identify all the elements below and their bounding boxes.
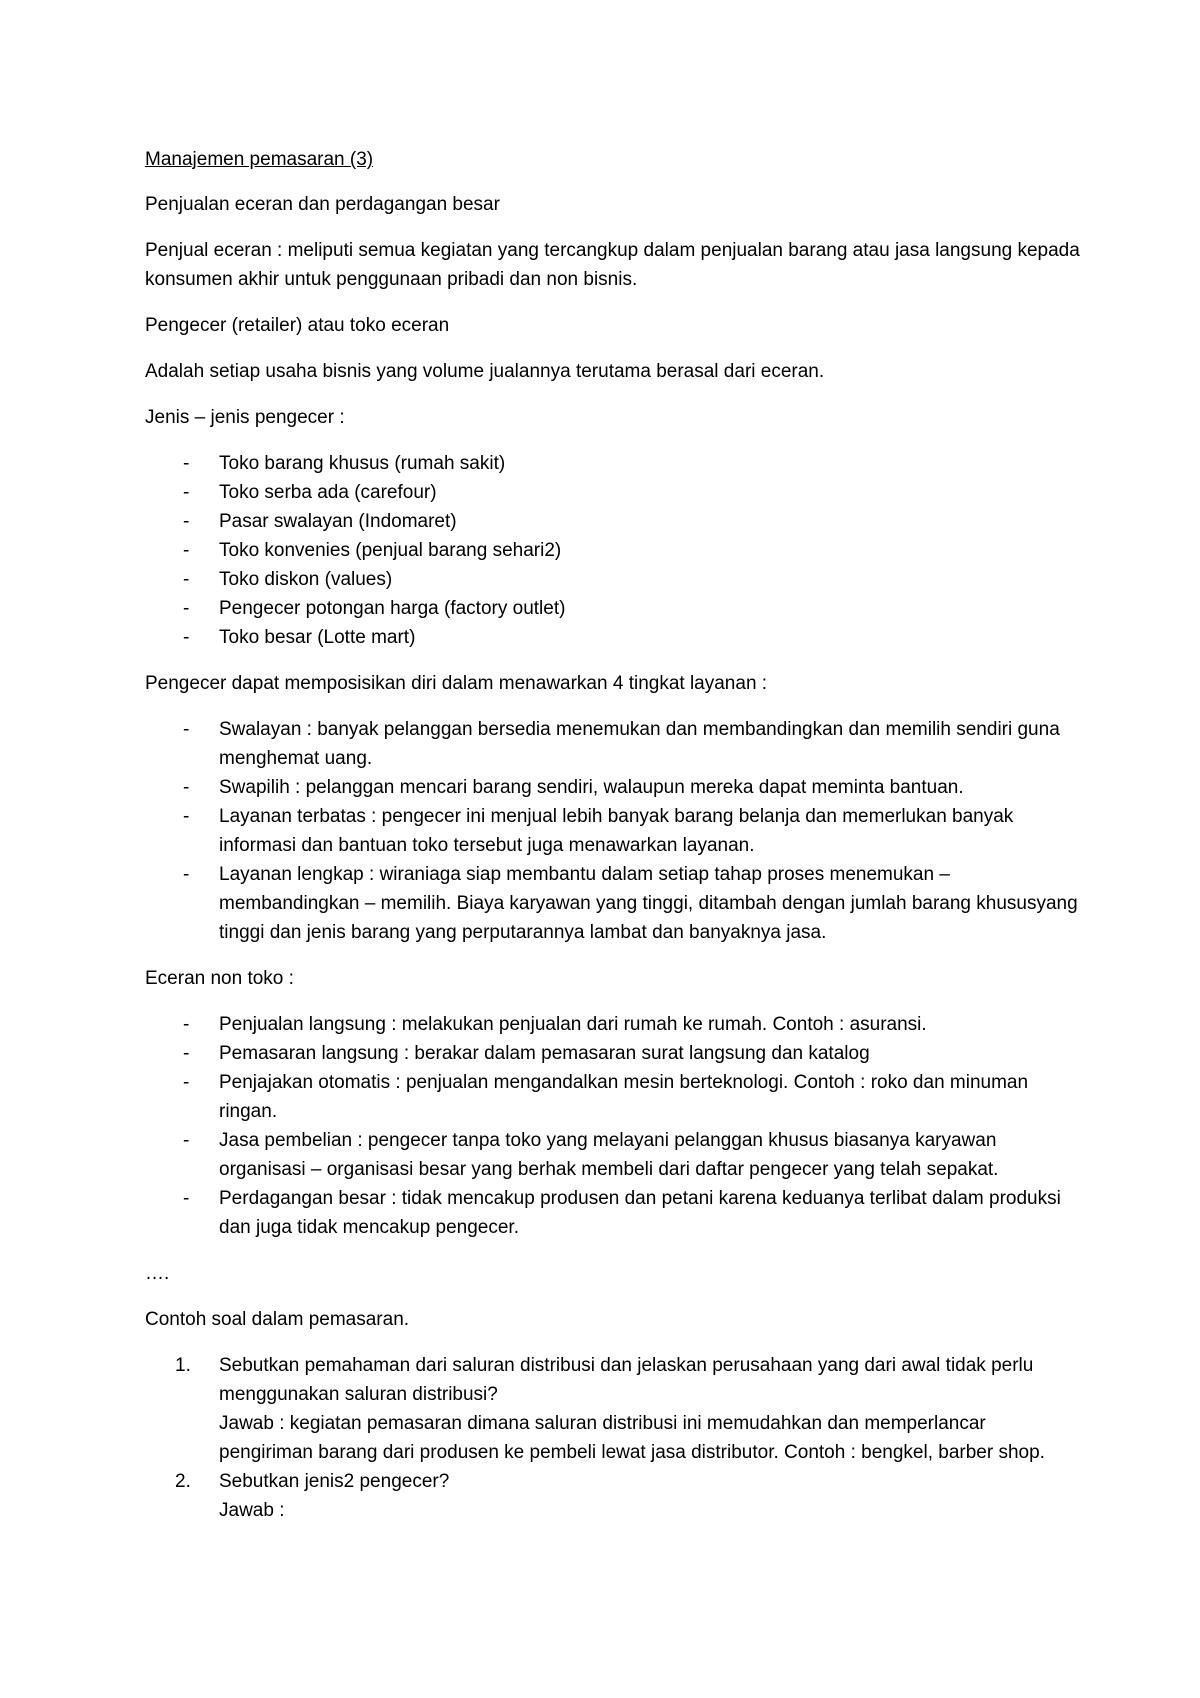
nontoko-heading: Eceran non toko : <box>145 968 294 989</box>
list-item <box>145 478 1085 507</box>
list-item-text: Swalayan : banyak pelanggan bersedia menemukan dan membandingkan dan memilih sendiri guna menghemat uang. <box>219 719 1060 769</box>
list-item-text: Penjajakan otomatis : penjualan mengandalkan mesin berteknologi. Contoh : roko dan minuman ringan. <box>219 1072 1029 1122</box>
question-text: Sebutkan jenis2 pengecer? <box>219 1471 450 1492</box>
question-text: Sebutkan pemahaman dari saluran distribusi dan jelaskan perusahaan yang dari awal tidak perlu menggunakan saluran distribusi? <box>219 1355 1034 1405</box>
list-item-text: Swapilih : pelanggan mencari barang sendiri, walaupun mereka dapat meminta bantuan. <box>219 777 964 798</box>
soal-list <box>145 1351 1085 1525</box>
list-item <box>145 715 1085 773</box>
list-item <box>145 773 1085 802</box>
list-item-text: Layanan terbatas : pengecer ini menjual lebih banyak barang belanja dan memerlukan banyak informasi dan bantuan toko tersebut juga menawarkan layanan. <box>219 806 1014 856</box>
nontoko-list <box>145 1010 1085 1242</box>
pengecer-definition: Adalah setiap usaha bisnis yang volume jualannya terutama berasal dari eceran. <box>145 361 825 382</box>
list-item-text: Toko barang khusus (rumah sakit) <box>219 453 506 474</box>
list-item-text: Toko besar (Lotte mart) <box>219 627 416 648</box>
doc-subtitle: Penjualan eceran dan perdagangan besar <box>145 194 500 215</box>
list-item <box>145 1010 1085 1039</box>
jenis-list <box>145 449 1085 652</box>
dash-marker: - <box>183 511 190 532</box>
list-item-text: Pemasaran langsung : berakar dalam pemasaran surat langsung dan katalog <box>219 1043 870 1064</box>
list-item <box>145 1184 1085 1242</box>
list-item-text: Pasar swalayan (Indomaret) <box>219 511 457 532</box>
list-item-text: Pengecer potongan harga (factory outlet) <box>219 598 566 619</box>
list-item-text: Toko konvenies (penjual barang sehari2) <box>219 540 562 561</box>
item-number: 1. <box>175 1355 191 1376</box>
layanan-list <box>145 715 1085 947</box>
list-item <box>145 449 1085 478</box>
definition-eceran: Penjual eceran : meliputi semua kegiatan yang tercangkup dalam penjualan barang atau jasa langsung kepada konsumen akhir untuk penggunaan pribadi dan non bisnis. <box>145 240 1080 290</box>
list-item <box>145 802 1085 860</box>
list-item-text: Jasa pembelian : pengecer tanpa toko yang melayani pelanggan khusus biasanya karyawan organisasi – organisasi besar yang berhak membeli dari daftar pengecer yang telah sepakat. <box>219 1130 999 1180</box>
dash-marker: - <box>183 627 190 648</box>
dash-marker: - <box>183 806 190 827</box>
dash-marker: - <box>183 1072 190 1093</box>
layanan-heading: Pengecer dapat memposisikan diri dalam menawarkan 4 tingkat layanan : <box>145 673 768 694</box>
dash-marker: - <box>183 1043 190 1064</box>
dash-marker: - <box>183 777 190 798</box>
dash-marker: - <box>183 540 190 561</box>
dash-marker: - <box>183 453 190 474</box>
jenis-heading: Jenis – jenis pengecer : <box>145 407 345 428</box>
dash-marker: - <box>183 598 190 619</box>
dash-marker: - <box>183 569 190 590</box>
pengecer-heading: Pengecer (retailer) atau toko eceran <box>145 315 450 336</box>
ellipsis: …. <box>145 1263 170 1284</box>
dash-marker: - <box>183 1014 190 1035</box>
list-item <box>145 1126 1085 1184</box>
list-item <box>145 507 1085 536</box>
dash-marker: - <box>183 1188 190 1209</box>
list-item <box>145 623 1085 652</box>
list-item <box>145 565 1085 594</box>
answer-text: Jawab : kegiatan pemasaran dimana saluran distribusi ini memudahkan dan memperlancar pengiriman barang dari produsen ke pembeli lewat jasa distributor. Contoh : bengkel, barber shop. <box>219 1413 1045 1463</box>
list-item-text: Toko serba ada (carefour) <box>219 482 437 503</box>
dash-marker: - <box>183 1130 190 1151</box>
document-page <box>145 145 1085 1542</box>
list-item-text: Perdagangan besar : tidak mencakup produsen dan petani karena keduanya terlibat dalam produksi dan juga tidak mencakup pengecer. <box>219 1188 1061 1238</box>
soal-heading: Contoh soal dalam pemasaran. <box>145 1309 410 1330</box>
answer-text: Jawab : <box>219 1500 285 1521</box>
list-item <box>145 536 1085 565</box>
dash-marker: - <box>183 482 190 503</box>
item-number: 2. <box>175 1471 191 1492</box>
dash-marker: - <box>183 864 190 885</box>
doc-title: Manajemen pemasaran (3) <box>145 149 374 170</box>
list-item <box>145 594 1085 623</box>
list-item <box>145 1039 1085 1068</box>
list-item <box>145 1351 1085 1467</box>
list-item-text: Toko diskon (values) <box>219 569 393 590</box>
list-item-text: Penjualan langsung : melakukan penjualan dari rumah ke rumah. Contoh : asuransi. <box>219 1014 927 1035</box>
list-item <box>145 1467 1085 1525</box>
list-item <box>145 1068 1085 1126</box>
dash-marker: - <box>183 719 190 740</box>
list-item-text: Layanan lengkap : wiraniaga siap membantu dalam setiap tahap proses menemukan – membandingkan – memilih. Biaya karyawan yang tinggi, ditambah dengan jumlah barang khususyang tinggi dan jenis barang yang perputarannya lambat dan banyaknya jasa. <box>219 864 1078 943</box>
list-item <box>145 860 1085 947</box>
